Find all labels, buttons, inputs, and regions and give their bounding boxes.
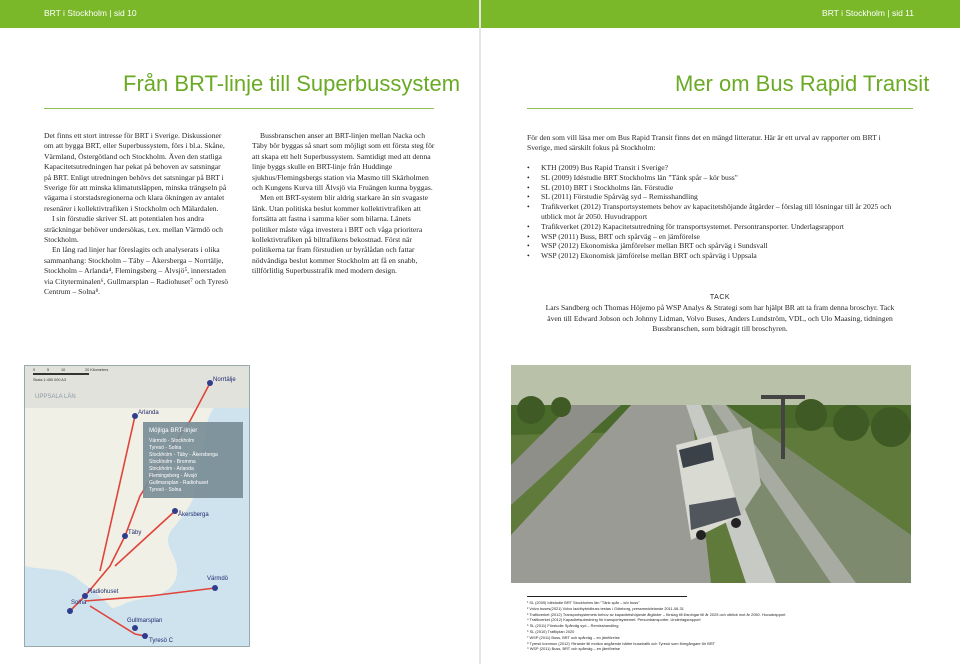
scale-tick: 5 <box>47 368 50 372</box>
footnote: ⁸ Tyresö kommun (2012) Yttrande till motion angående bättre busstrafik och Tyresö som föregångare för BRT <box>527 640 715 646</box>
list-item: • WSP (2012) Ekonomisk jämförelse mellan BRT och spårväg i Uppsala <box>527 251 897 261</box>
footnote-rule <box>527 596 687 597</box>
list-item: • WSP (2011) Buss, BRT och spårväg – en jämförelse <box>527 232 897 242</box>
map-uppsala-region <box>25 366 250 408</box>
scale-text: Skala 1:450 000 A3 <box>33 378 66 382</box>
footnotes <box>527 600 857 652</box>
paragraph: Bussbranschen anser att BRT-linjen mellan Nacka och Täby bör byggas så snart som möjligt som ett första steg för att skapa ett helt Superbussystem. Samtidigt med att denna linje byggs skulle en BRT-linje från Huddinge sjukhus/Flemingsbergs station via Masmo till Skärholmen och Kungens Kurva till Älvsjö via Fruängen kunna byggas. <box>252 131 435 193</box>
thanks-section <box>538 293 902 335</box>
place-solna: Solna <box>71 600 87 606</box>
place-gullmarsplan: Gullmarsplan <box>127 618 163 624</box>
place-norrtalje: Norrtälje <box>213 377 236 383</box>
legend-item: Tyresö - Solna <box>149 487 182 493</box>
thanks-heading: TACK <box>709 294 731 301</box>
thanks-text: Lars Sandberg och Thomas Höjemo på WSP Analys & Strategi som har hjälpt BR att ta fram denna broschyr. Tack även till Edward Jobson och Johnny Lidman, Volvo Buses, Anders Lundström, VDL, och Ulo Maasing, tidningen Bussbranschen, som bidragit till broschyren. <box>545 303 895 334</box>
header-bar-right <box>481 0 960 28</box>
left-column-1 <box>44 131 229 298</box>
legend-item: Stockholm - Täby - Åkersberga <box>149 452 218 458</box>
report-list <box>527 163 897 261</box>
left-title-rule <box>44 108 434 109</box>
footnote: ⁷ WSP (2011) Buss, BRT och spårväg – en jämförelse <box>527 634 620 640</box>
paragraph: I sin förstudie skriver SL att potentialen hos andra sträckningar behöver undersökas, t.ex. mellan Värmdö och Stockholm. <box>44 214 223 245</box>
brt-lines-map <box>24 365 250 647</box>
list-item: • SL (2010) BRT i Stockholms län. Förstudie <box>527 183 897 193</box>
scale-tick: 20 Kilometers <box>85 368 109 372</box>
place-tyreso: Tyresö C <box>149 638 174 644</box>
legend-item: Tyresö - Solna <box>149 445 182 451</box>
photo-graphic <box>511 365 911 583</box>
header-bar-left <box>0 0 479 28</box>
scale-bar <box>33 373 89 375</box>
paragraph: Men ett BRT-system blir aldrig starkare än sin svagaste länk. Utan politiska beslut kommer kollektivtrafiken att fortsätta att fastna i samma köer som bilarna. Länets politiker måste våga investera i BRT och våga prioritera kollektivtrafiken på biltrafikens bekostnad. Först när politikerna tar fram förstudien ur byrålådan och fattar nödvändiga beslut kommer Stockholm att få en snabb, tillförlitlig Superbusstrafik med modern design. <box>252 193 428 276</box>
legend-item: Gullmarsplan - Radiohuset <box>149 480 209 486</box>
left-page-title: Från BRT-linje till Superbussystem <box>123 71 461 96</box>
legend-item: Värmdö - Stockholm <box>149 438 195 444</box>
footnote: ² Volvo buses(2021) Volvo laddhybridbuss testas i Göteborg, pressmeddelande 2011-08-31 <box>527 605 684 611</box>
right-page-title: Mer om Bus Rapid Transit <box>675 71 930 96</box>
footnote: ⁹ WSP (2011) Buss, BRT och spårväg – en jämförelse <box>527 646 621 652</box>
region-label: UPPSALA LÄN <box>35 394 76 400</box>
footnote: ³ Trafikverket (2012) Transportsystemets behov av kapacitetshöjande åtgärder – förslag till lösningar till år 2025 och utblick mot år 2050. Huvudrapport <box>527 611 786 617</box>
list-item: • Trafikverket (2012) Transportsystemets behov av kapacitetshöjande åtgärder – förslag till lösningar till år 2025 och utblick mot år 2050. Huvudrapport <box>527 202 897 222</box>
header-left-label: BRT i Stockholm | sid 10 <box>44 8 137 18</box>
list-item: • WSP (2012) Ekonomiska jämförelser mellan BRT och spårväg i Sundsvall <box>527 241 897 251</box>
map-graphic <box>25 366 250 647</box>
footnote: ⁵ SL (2011) Förstudie Spårväg syd – Remisshandling <box>527 623 619 629</box>
list-item: • Trafikverket (2012) Kapacitetsutredning för transportsystemet. Persontransporter. Underlagsrapport <box>527 222 897 232</box>
legend-title: Möjliga BRT-linjer <box>149 427 198 434</box>
list-item: • SL (2011) Förstudie Spårväg syd – Remisshandling <box>527 192 897 202</box>
place-taby: Täby <box>128 530 142 536</box>
scale-tick: 10 <box>61 368 66 372</box>
legend-item: Stockholm - Arlanda <box>149 466 194 472</box>
place-arlanda: Arlanda <box>138 410 159 416</box>
footnote: ¹ SL (2009) Idéstudie BRT Stockholms län "Tänk spår – kör buss" <box>527 600 640 605</box>
page-spine <box>479 0 481 664</box>
list-item: • SL (2009) Idéstudie BRT Stockholms län "Tänk spår – kör buss" <box>527 173 897 183</box>
right-title-rule <box>527 108 913 109</box>
list-item: • KTH (2009) Bus Rapid Transit i Sverige? <box>527 163 897 173</box>
brt-bus-photo <box>511 365 911 583</box>
header-right-label: BRT i Stockholm | sid 11 <box>822 8 914 18</box>
map-legend <box>143 422 243 498</box>
right-intro <box>527 133 897 153</box>
scale-tick: 0 <box>33 368 36 372</box>
place-varmdo: Värmdö <box>207 576 229 582</box>
intro-text: För den som vill läsa mer om Bus Rapid Transit finns det en mängd litteratur. Här är ett urval av rapporter om BRT i Sverige, med särskilt fokus på Stockholm: <box>527 133 881 152</box>
paragraph: Det finns ett stort intresse för BRT i Sverige. Diskussioner om att bygga BRT, eller Superbussystem, förs i bl.a. Skåne, Värmland, Östergötland och Stockholm. Även den statliga Kapacitetsutredningen har pekat på behoven av satsningar på BRT. Enligt utredningen behövs det satsningar på BRT i Sverige för att minska klimatutsläppen, minska trängseln på vägarna i storstadsregionerna och klara ökningen av antalet resenärer i kollektivtrafiken i Stockholm och Mälardalen. <box>44 131 227 213</box>
left-column-2 <box>252 131 437 277</box>
footnote: ⁴ Trafikverket (2012) Kapacitetsutredning för transportsystemet. Persontransporter. Underlagsrapport <box>527 617 701 623</box>
legend-item: Stockholm - Bromma <box>149 459 196 465</box>
footnote: ⁶ SL (2010) Trafikplan 2020 <box>527 628 575 634</box>
place-akersberga: Åkersberga <box>178 512 209 518</box>
legend-item: Flemingsberg - Älvsjö <box>149 473 198 479</box>
place-radiohuset: Radiohuset <box>88 589 119 595</box>
paragraph: En lång rad linjer har föreslagits och analyserats i olika sammanhang: Stockholm – Täby – Åkersberga – Norrtälje, Stockholm – Arlanda⁴, Flemingsberg – Älvsjö⁵, innerstaden via Cityterminalen⁶, Gullmarsplan – Radiohuset⁷ och Tyresö Centrum – Solna⁸. <box>44 245 229 297</box>
